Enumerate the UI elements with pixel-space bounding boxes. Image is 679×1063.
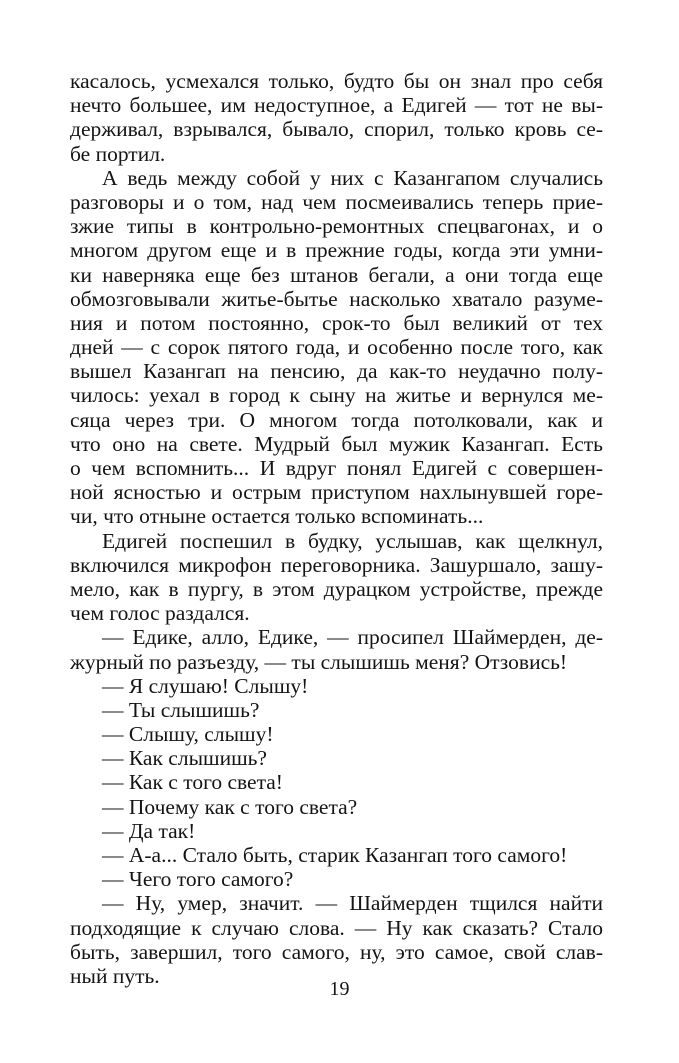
dialogue-line: — Слышу, слышу! bbox=[102, 722, 274, 747]
text-line: держивал, взрывался, бывало, спорил, только кровь се- bbox=[70, 117, 603, 142]
text-line: А ведь между собой у них с Казангапом случались bbox=[102, 165, 603, 190]
text-line: обмозговывали житье-бытье насколько хватало разуме- bbox=[70, 286, 603, 311]
text-line: включился микрофон переговорника. Зашуршало, зашу- bbox=[70, 552, 603, 577]
dialogue-line: — Да так! bbox=[102, 818, 196, 843]
text-line: разговоры и о том, над чем посмеивались теперь прие- bbox=[70, 189, 603, 214]
dialogue-line: — А-а... Стало быть, старик Казангап того самого! bbox=[102, 843, 568, 867]
dialogue-line: — Чего того самого? bbox=[102, 867, 294, 892]
text-line: чем голос раздался. bbox=[70, 601, 250, 626]
dialogue-line: журный по разъезду, — ты слышишь меня? Отзовись! bbox=[70, 649, 568, 674]
text-line: дней — с сорок пятого года, и особенно после того, как bbox=[70, 335, 603, 360]
dialogue-line: подходящие к случаю слова. — Ну как сказать? Стало bbox=[70, 915, 603, 940]
page-number: 19 bbox=[329, 978, 350, 1000]
text-line: ния и потом постоянно, срок-то был великий от тех bbox=[70, 310, 603, 335]
dialogue-line: быть, завершил, того самого, ну, это самое, свой слав- bbox=[70, 939, 603, 964]
body-text bbox=[70, 69, 603, 988]
text-line: чилось: уехал в город к сыну на житье и вернулся ме- bbox=[70, 383, 603, 408]
text-line: сяца через три. О многом тогда потолковали, как и bbox=[70, 407, 603, 432]
text-line: ной ясностью и острым приступом нахлынувшей горе- bbox=[70, 480, 603, 505]
text-line: касалось, усмехался только, будто бы он знал про себя bbox=[70, 69, 603, 93]
text-line: чи, что отныне остается только вспоминать... bbox=[70, 504, 484, 529]
dialogue-line: — Как слышишь? bbox=[102, 746, 267, 771]
dialogue-line: ный путь. bbox=[70, 963, 160, 988]
dialogue-line: — Я слушаю! Слышу! bbox=[102, 673, 309, 698]
text-line: многом другом еще и в прежние годы, когда эти умни- bbox=[70, 238, 603, 263]
text-line: о чем вспомнить... И вдруг понял Едигей с совершен- bbox=[70, 456, 603, 480]
dialogue-line: — Как с того света! bbox=[102, 770, 283, 795]
dialogue-line: — Ну, умер, значит. — Шаймерден тщился найти bbox=[102, 891, 603, 916]
text-line: что оно на свете. Мудрый был мужик Казангап. Есть bbox=[70, 431, 603, 456]
text-line: бе портил. bbox=[70, 141, 166, 166]
text-line: нечто большее, им недоступное, а Едигей — тот не вы- bbox=[70, 93, 603, 118]
text-line: Едигей поспешил в будку, услышав, как щелкнул, bbox=[102, 528, 603, 553]
dialogue-line: — Едике, алло, Едике, — просипел Шаймерден, де- bbox=[102, 625, 603, 650]
text-line: вышел Казангап на пенсию, да как-то неудачно полу- bbox=[70, 359, 603, 384]
dialogue-line: — Почему как с того света? bbox=[102, 794, 358, 819]
dialogue-line: — Ты слышишь? bbox=[102, 697, 260, 722]
text-line: ки наверняка еще без штанов бегали, а они тогда еще bbox=[70, 262, 603, 287]
text-line: зжие типы в контрольно-ремонтных спецвагонах, и о bbox=[70, 214, 603, 239]
text-line: мело, как в пургу, в этом дурацком устройстве, прежде bbox=[70, 576, 603, 601]
